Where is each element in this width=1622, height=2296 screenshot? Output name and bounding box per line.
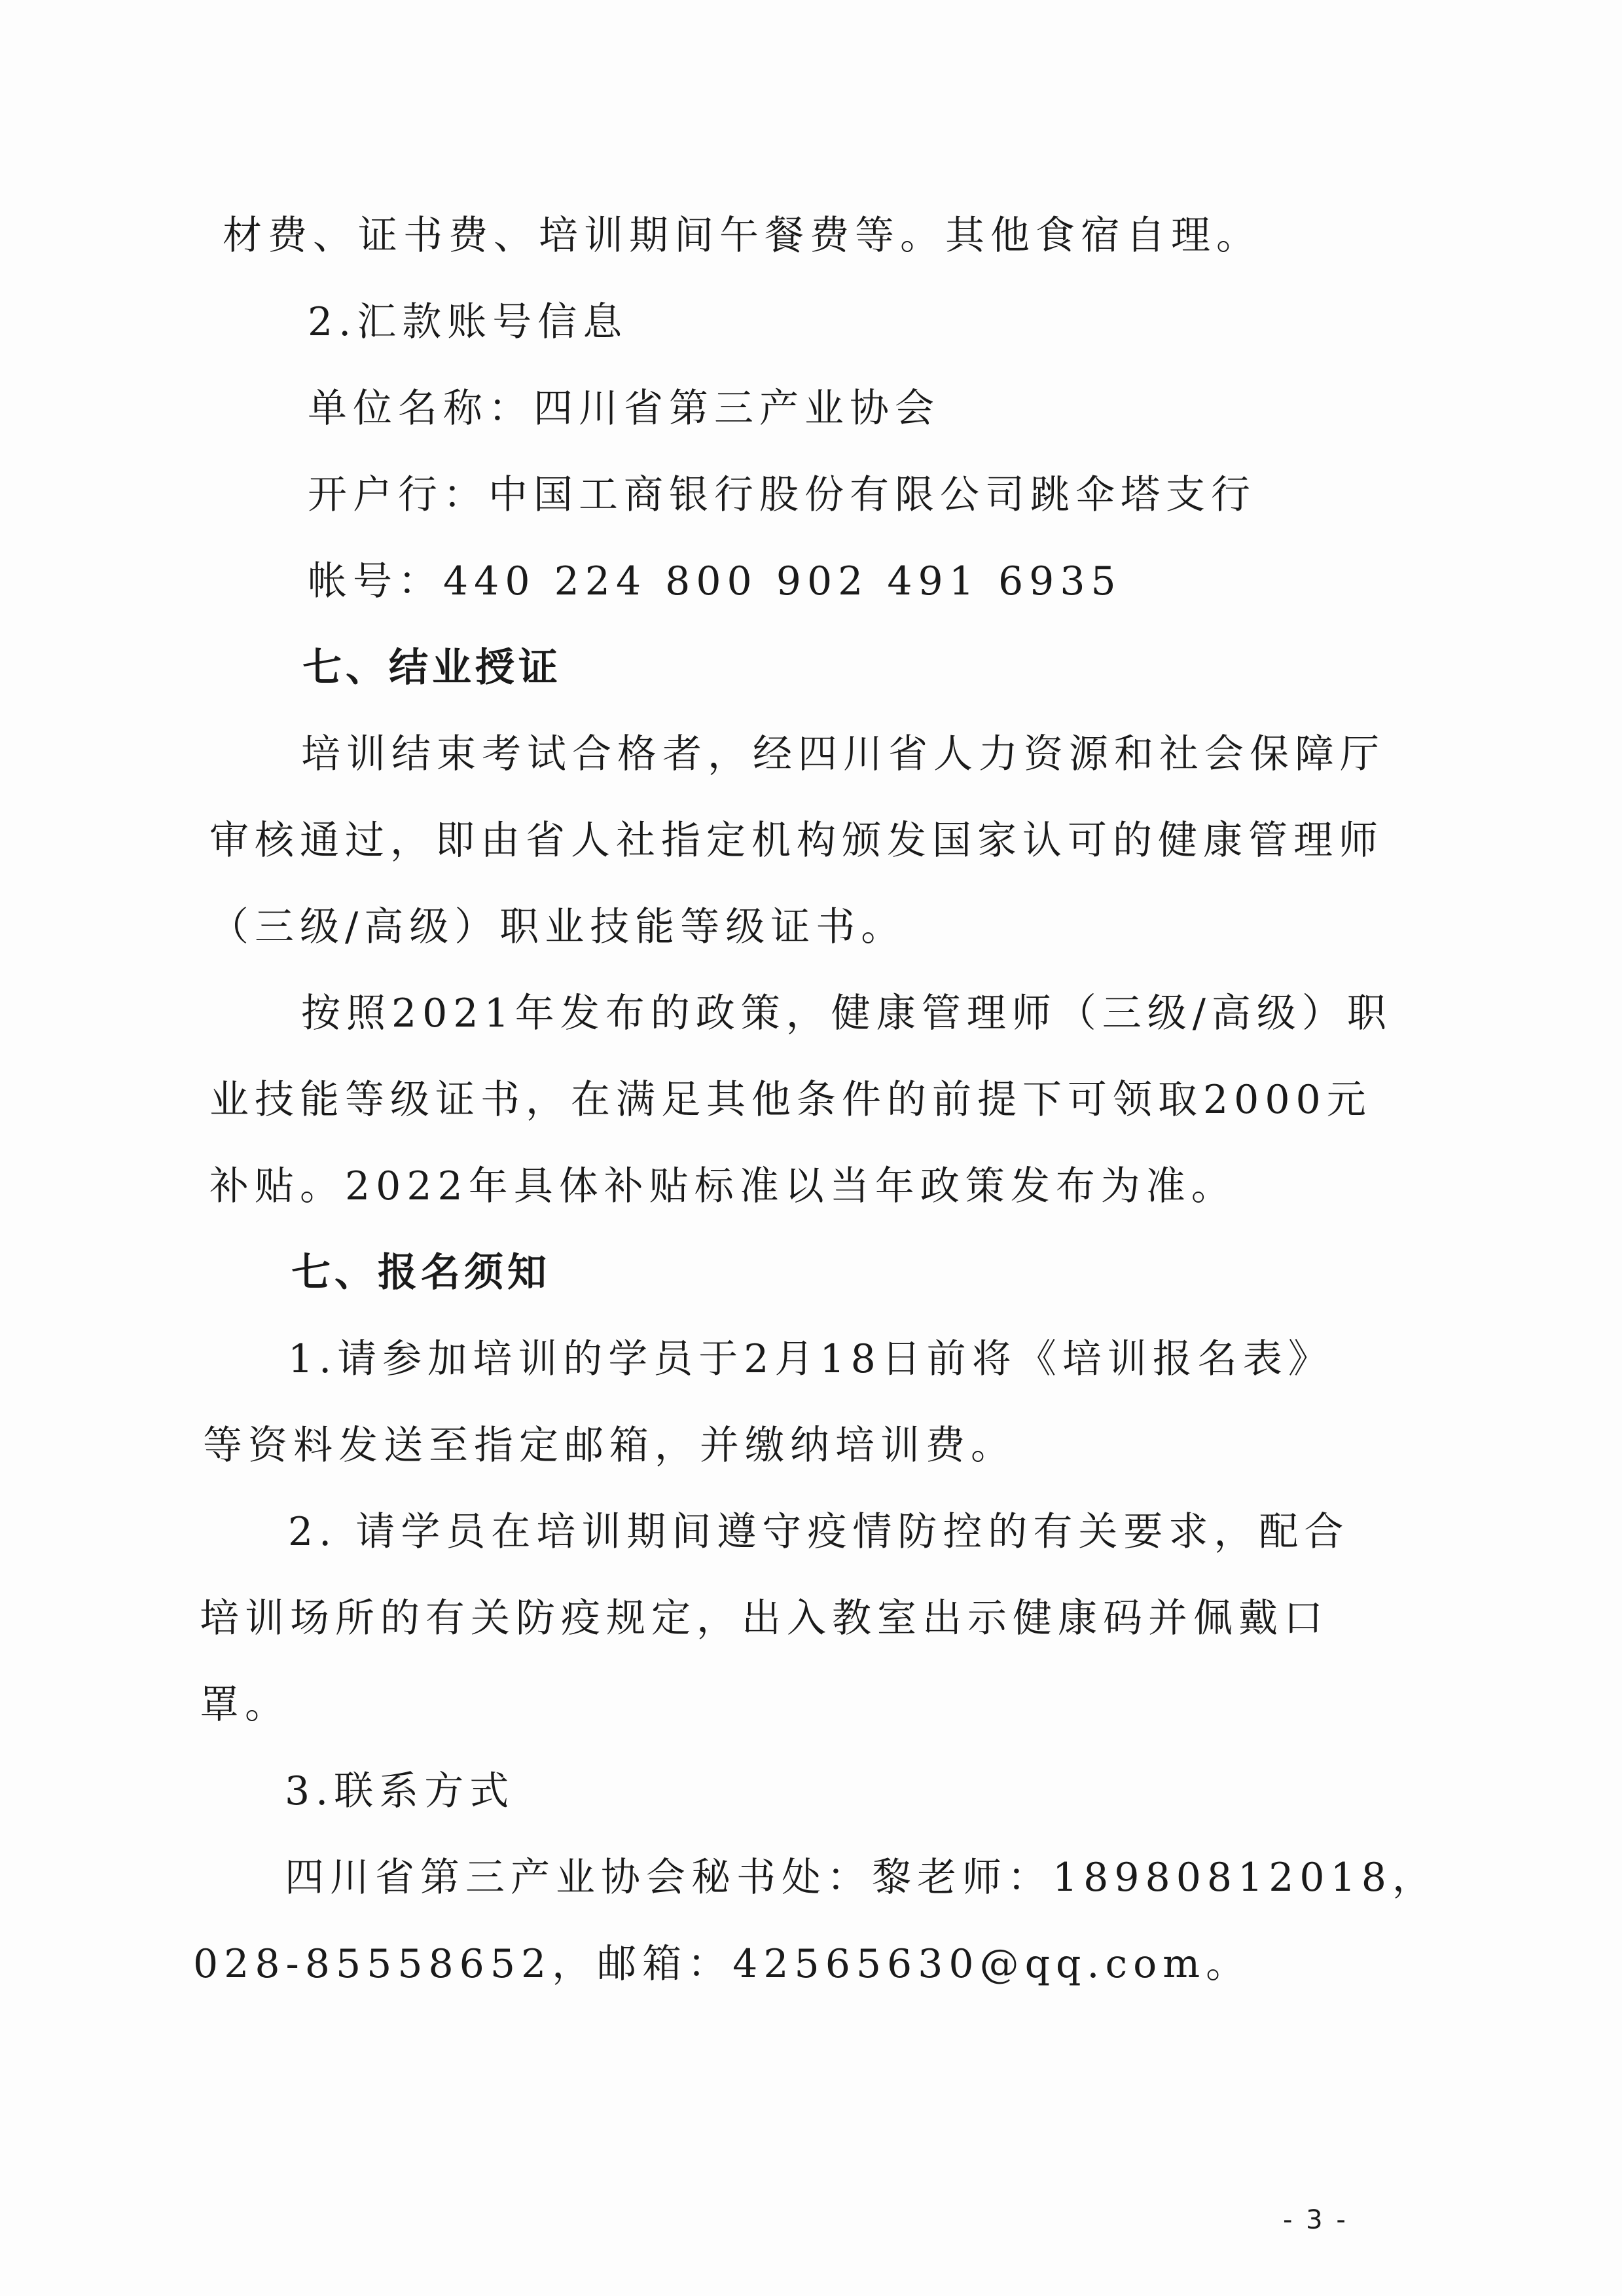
paragraph-line: 2. 请学员在培训期间遵守疫情防控的有关要求，配合 (288, 1509, 1350, 1555)
paragraph-line: 培训场所的有关防疫规定，出入教室出示健康码并佩戴口 (200, 1595, 1329, 1641)
section-heading-registration: 七、报名须知 (291, 1250, 550, 1296)
paragraph-line: 补贴。2022年具体补贴标准以当年政策发布为准。 (209, 1163, 1236, 1209)
page-number: - 3 - (1283, 2205, 1348, 2235)
contact-line: 四川省第三产业协会秘书处：黎老师：18980812018， (285, 1855, 1437, 1901)
paragraph-line: 审核通过，即由省人社指定机构颁发国家认可的健康管理师 (209, 818, 1384, 864)
section-heading-certificate: 七、结业授证 (302, 645, 562, 691)
account-number-line: 帐号：440 224 800 902 491 6935 (308, 558, 1122, 604)
paragraph-line: 1.请参加培训的学员于2月18日前将《培训报名表》 (288, 1336, 1333, 1382)
paragraph-line: 罩。 (200, 1682, 290, 1728)
paragraph-line: 材费、证书费、培训期间午餐费等。其他食宿自理。 (223, 213, 1261, 259)
paragraph-line: 等资料发送至指定邮箱，并缴纳培训费。 (203, 1423, 1016, 1468)
bank-line: 开户行：中国工商银行股份有限公司跳伞塔支行 (308, 472, 1256, 518)
section-item-contact: 3.联系方式 (285, 1768, 515, 1814)
contact-line: 028-85558652，邮箱：42565630@qq.com。 (193, 1941, 1252, 1987)
account-name-line: 单位名称：四川省第三产业协会 (308, 386, 940, 431)
paragraph-line: （三级/高级）职业技能等级证书。 (209, 904, 907, 950)
paragraph-line: 按照2021年发布的政策，健康管理师（三级/高级）职 (301, 991, 1392, 1036)
paragraph-line: 业技能等级证书，在满足其他条件的前提下可领取2000元 (209, 1077, 1372, 1123)
section-item-remittance: 2.汇款账号信息 (308, 299, 628, 345)
paragraph-line: 培训结束考试合格者，经四川省人力资源和社会保障厅 (301, 731, 1385, 777)
